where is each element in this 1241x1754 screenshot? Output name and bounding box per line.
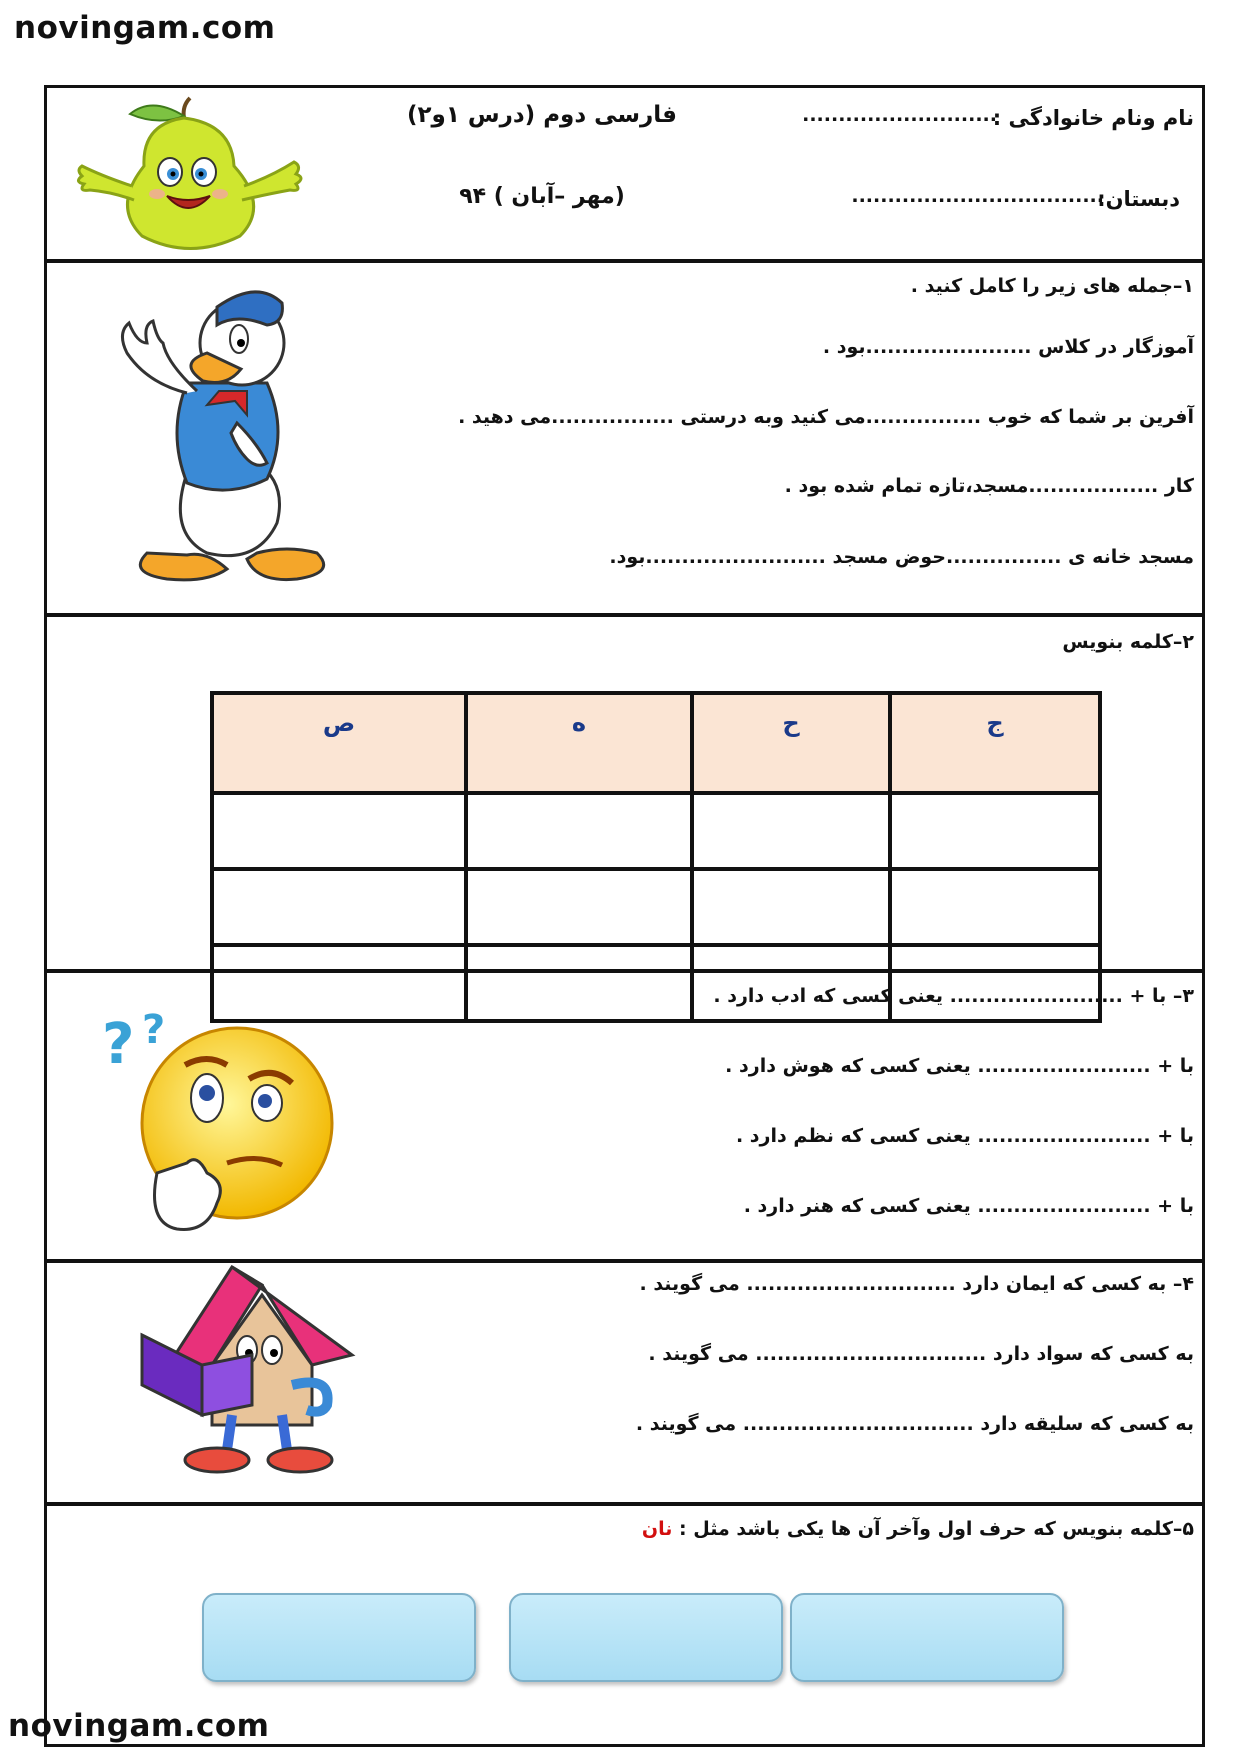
answer-cell[interactable]	[890, 793, 1100, 869]
question-4-line-3[interactable]: به کسی که سلیقه دارد ................................ می گویند .	[635, 1413, 1194, 1435]
header-letter-he: ح	[692, 693, 890, 793]
watermark-bottom: novingam.com	[8, 1708, 270, 1744]
answer-cell[interactable]	[466, 793, 692, 869]
table-row	[212, 793, 1100, 869]
answer-box-2[interactable]	[509, 1593, 783, 1682]
svg-text:?: ?	[142, 1007, 166, 1053]
question-2-section	[47, 617, 1202, 973]
reading-house-illustration	[122, 1265, 362, 1480]
answer-box-1[interactable]	[202, 1593, 476, 1682]
answer-cell[interactable]	[212, 793, 466, 869]
answer-cell[interactable]	[212, 869, 466, 945]
date-label: (مهر –آبان ) ۹۴	[459, 184, 625, 209]
question-4-line-2[interactable]: به کسی که سواد دارد ................................ می گویند .	[648, 1343, 1194, 1365]
question-1-line-3[interactable]: کار ..................مسجد،تازه تمام شده بود .	[784, 475, 1194, 497]
question-4-section	[47, 1263, 1202, 1506]
header-letter-jim: ج	[890, 693, 1100, 793]
pear-character	[72, 96, 312, 251]
question-1-section	[47, 263, 1202, 617]
header-section	[47, 88, 1202, 263]
question-1-line-2[interactable]: آفرین بر شما که خوب ................می کنید وبه درستی .................می دهید .	[458, 406, 1194, 428]
worksheet	[44, 85, 1205, 1747]
question-3-line-3[interactable]: با + ........................ یعنی کسی که نظم دارد .	[735, 1125, 1194, 1147]
question-1-title: ۱–جمله های زیر را کامل کنید .	[910, 275, 1194, 297]
question-4-line-1[interactable]: ۴– به کسی که ایمان دارد ............................. می گویند .	[639, 1273, 1194, 1295]
worksheet-title: فارسی دوم (درس ۱و۲)	[406, 102, 677, 128]
question-3-line-2[interactable]: با + ........................ یعنی کسی که هوش دارد .	[725, 1055, 1194, 1077]
answer-cell[interactable]	[692, 869, 890, 945]
question-1-line-4[interactable]: مسجد خانه ی ................حوض مسجد .........................بود.	[609, 546, 1194, 568]
question-3-section	[47, 973, 1202, 1263]
question-3-line-1[interactable]: ۳– با + ........................ یعنی کسی که ادب دارد .	[713, 985, 1194, 1007]
thinking-emoji-illustration	[97, 993, 337, 1233]
svg-text:?: ?	[102, 1012, 135, 1077]
name-label: نام ونام خانوادگی :	[992, 106, 1194, 130]
answer-cell[interactable]	[890, 869, 1100, 945]
table-row	[212, 869, 1100, 945]
school-blank[interactable]: ...................................	[851, 185, 1104, 207]
name-blank[interactable]: ...........................	[802, 104, 997, 126]
answer-box-3[interactable]	[790, 1593, 1064, 1682]
donald-duck-illustration	[107, 273, 347, 593]
letters-table-header-row	[212, 693, 1100, 793]
question-5-text: ۵–کلمه بنویس که حرف اول وآخر آن ها یکی باشد مثل :	[679, 1518, 1194, 1540]
question-5-title	[642, 1518, 1194, 1540]
header-letter-sad: ص	[212, 693, 466, 793]
answer-cell[interactable]	[692, 793, 890, 869]
answer-cell[interactable]	[466, 869, 692, 945]
watermark-top: novingam.com	[14, 10, 276, 46]
question-5-example: نان	[641, 1518, 673, 1540]
school-label: دبستان:	[1097, 187, 1180, 211]
question-1-line-1[interactable]: آموزگار در کلاس .......................بود .	[822, 336, 1194, 358]
question-2-title: ۲–کلمه بنویس	[1062, 631, 1194, 653]
question-3-line-4[interactable]: با + ........................ یعنی کسی که هنر دارد .	[743, 1195, 1194, 1217]
header-letter-heh: ه	[466, 693, 692, 793]
